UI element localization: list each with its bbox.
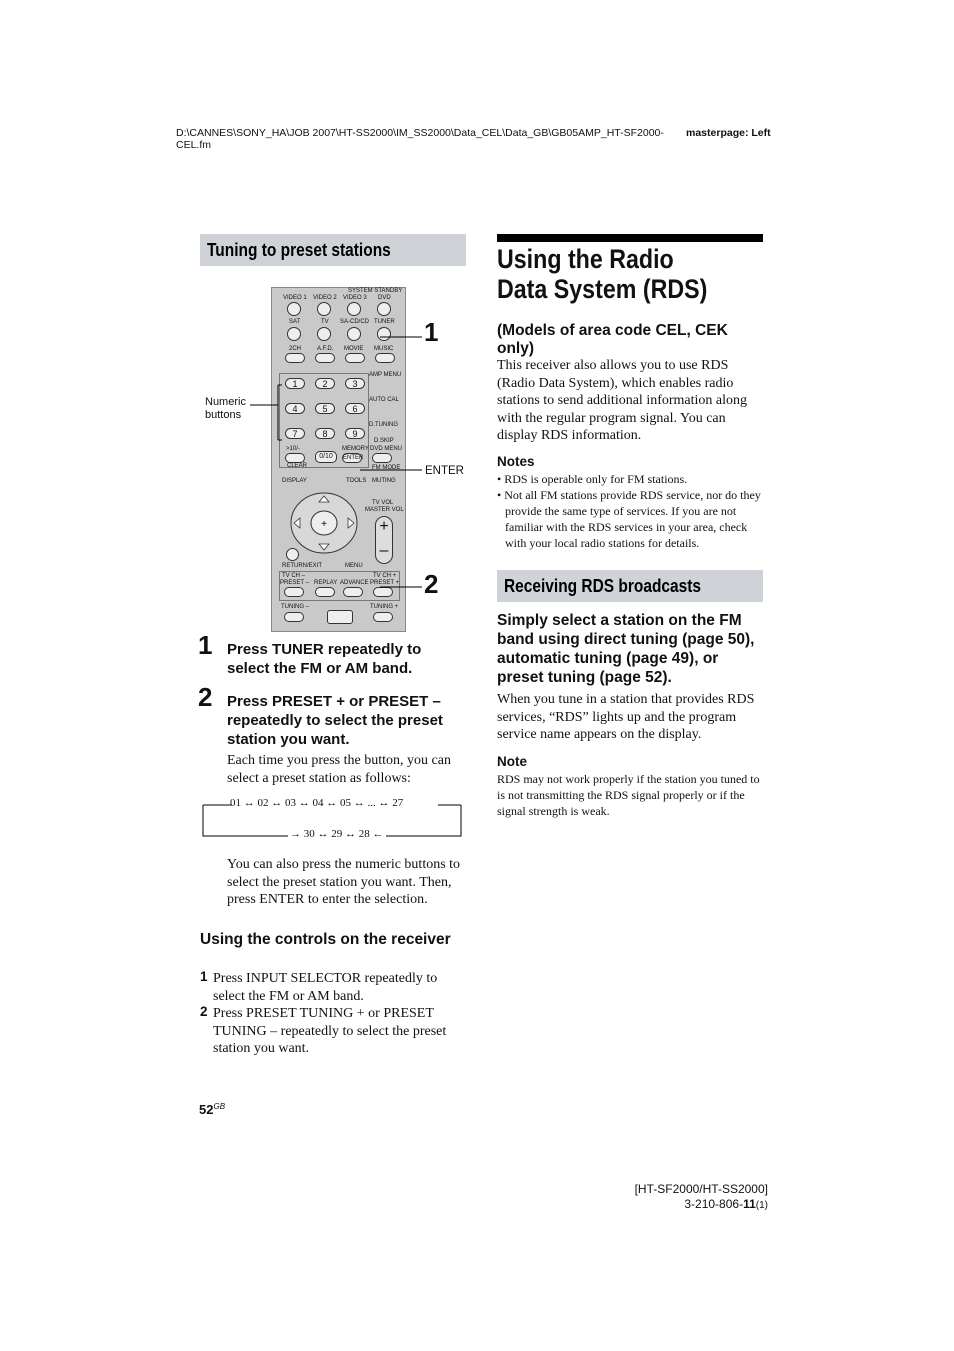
label-d-tuning: D.TUNING xyxy=(369,422,398,428)
num-key-1: 1 xyxy=(285,378,305,389)
label-display: DISPLAY xyxy=(282,478,307,484)
label-auto-cal: AUTO CAL xyxy=(369,397,399,403)
label-movie: MOVIE xyxy=(344,346,364,352)
label-d-skip: D.SKIP xyxy=(374,438,394,444)
controls-step-1-number: 1 xyxy=(200,969,208,984)
label-return-exit: RETURN/EXIT xyxy=(282,563,323,569)
num-key-2: 2 xyxy=(315,378,335,389)
seq-30: 30 xyxy=(303,828,315,840)
seq-arrow-icon: ↔ xyxy=(298,797,310,809)
footer-code-suffix: (1) xyxy=(755,1200,768,1211)
footer-code-bold: 11 xyxy=(743,1197,756,1211)
label-menu: MENU xyxy=(345,563,363,569)
num-key-7: 7 xyxy=(285,428,305,439)
controls-step-1-text: Press INPUT SELECTOR repeatedly to select the FM or AM band. xyxy=(213,971,438,1004)
tuning-plus-button xyxy=(373,612,393,622)
seq-04: 04 xyxy=(312,797,324,809)
zero10-button: 0/10 xyxy=(315,451,337,463)
note-body: RDS may not work properly if the station you tuned to is not transmitting the RDS signal properly or if the signal strength is weak. xyxy=(497,772,760,818)
label-tvch-plus: TV CH + xyxy=(373,573,397,579)
seq-27: 27 xyxy=(392,797,404,809)
num-key-5: 5 xyxy=(315,403,335,414)
preset-sequence-diagram xyxy=(202,796,462,838)
label-advance: ADVANCE xyxy=(340,580,369,586)
callout-numeric-buttons: Numeric buttons xyxy=(205,396,246,421)
receiving-body: When you tune in a station that provides RDS services, “RDS” lights up and the program service name appears on the display. xyxy=(497,692,755,742)
page-number xyxy=(199,1102,225,1117)
callout-step-2: 2 xyxy=(424,569,439,599)
file-path-header: D:\CANNES\SONY_HA\JOB 2007\HT-SS2000\IM_SS2000\Data_CEL\Data_GB\GB05AMP_HT-SF2000-CEL.fm xyxy=(176,127,664,151)
label-replay: REPLAY xyxy=(314,580,338,586)
label-master-vol: MASTER VOL xyxy=(365,507,404,513)
label-video2: VIDEO 2 xyxy=(313,295,337,301)
num-key-6: 6 xyxy=(345,403,365,414)
page-suffix: GB xyxy=(213,1102,226,1111)
num-key-4: 4 xyxy=(285,403,305,414)
callout-step-1: 1 xyxy=(424,317,439,347)
svg-text:+: + xyxy=(321,519,327,530)
seq-arrow-icon: ↔ xyxy=(345,828,356,840)
label-2ch: 2CH xyxy=(289,346,302,352)
step-1-number: 1 xyxy=(198,630,213,660)
label-video3: VIDEO 3 xyxy=(343,295,367,301)
seq-05: 05 xyxy=(340,797,351,809)
label-afd: A.F.D. xyxy=(317,346,334,352)
footer-code xyxy=(560,1197,768,1213)
label-sat: SAT xyxy=(289,319,301,325)
label-tuning-plus: TUNING + xyxy=(370,604,399,610)
label-muting: MUTING xyxy=(372,478,396,484)
note-item: • RDS is operable only for FM stations. xyxy=(497,472,688,486)
page-title: Using the Radio Data System (RDS) xyxy=(497,244,708,304)
seq-03: 03 xyxy=(285,797,296,809)
label-video1: VIDEO 1 xyxy=(283,295,307,301)
seq-ellipsis: ... xyxy=(367,797,376,809)
footer-code-main: 3-210-806- xyxy=(684,1197,744,1211)
step-2-number: 2 xyxy=(198,682,213,712)
seq-29: 29 xyxy=(331,828,343,840)
label-system-standby: SYSTEM STANDBY xyxy=(348,288,403,294)
num-key-8: 8 xyxy=(315,428,335,439)
label-memory: MEMORY xyxy=(342,446,369,452)
label-dvd: DVD xyxy=(378,295,391,301)
masterpage-label: masterpage: Left xyxy=(686,127,771,139)
num-key-3: 3 xyxy=(345,378,365,389)
label-tv-vol: TV VOL xyxy=(372,500,394,506)
label-music: MUSIC xyxy=(374,346,394,352)
label-clear: CLEAR xyxy=(287,463,308,469)
controls-heading: Using the controls on the receiver xyxy=(200,931,451,948)
label-amp-menu: AMP MENU xyxy=(369,372,402,378)
seq-arrow-icon: → xyxy=(290,828,301,840)
seq-01: 01 xyxy=(230,797,241,809)
section-title-tuning: Tuning to preset stations xyxy=(200,234,466,266)
seq-arrow-icon: ↔ xyxy=(326,797,338,809)
label-tuning-minus: TUNING – xyxy=(281,604,310,610)
label-sacdcd: SA-CD/CD xyxy=(340,319,370,325)
title-rule xyxy=(497,234,763,242)
label-tuner: TUNER xyxy=(374,319,395,325)
section-title-receiving: Receiving RDS broadcasts xyxy=(497,570,763,602)
notes-heading: Notes xyxy=(497,454,535,469)
enter-button-small: ENTER xyxy=(343,455,364,461)
numeric-buttons-body: You can also press the numeric buttons to select the preset station you want. Then, press ENTER to enter the selection. xyxy=(227,857,461,907)
seq-arrow-icon: ↔ xyxy=(271,797,283,809)
volume-plus-icon: + xyxy=(379,518,389,535)
rds-intro: This receiver also allows you to use RDS (Radio Data System), which enables radio stations to send additional information along with the regular program signal. You can display RDS information. xyxy=(497,358,748,443)
receiving-heading: Simply select a station on the FM band using direct tuning (page 50), automatic tuning (page 49), or preset tuning (page 52). xyxy=(497,612,755,686)
notes-list xyxy=(497,471,763,551)
footer-model: [HT-SF2000/HT-SS2000] xyxy=(634,1182,768,1196)
seq-arrow-icon: ↔ xyxy=(353,797,365,809)
label-gt10: >10/- xyxy=(286,446,300,452)
label-dvd-menu: DVD MENU xyxy=(370,446,403,452)
models-subtitle: (Models of area code CEL, CEK only) xyxy=(497,322,728,357)
callout-enter: ENTER xyxy=(425,465,464,477)
controls-step-2-text: Press PRESET TUNING + or PRESET TUNING – repeatedly to select the preset station you want. xyxy=(213,1006,447,1056)
note-heading: Note xyxy=(497,754,527,769)
seq-arrow-icon: ↔ xyxy=(317,828,329,840)
seq-arrow-icon: ← xyxy=(372,828,384,840)
sequence-bottom-row xyxy=(288,828,386,840)
label-preset-plus: PRESET + xyxy=(370,580,400,586)
volume-minus-icon: – xyxy=(379,542,389,559)
label-tv: TV xyxy=(321,319,329,325)
seq-02: 02 xyxy=(257,797,269,809)
label-preset-minus: PRESET – xyxy=(280,580,309,586)
label-tvch-minus: TV CH – xyxy=(282,573,306,579)
step-2-body: Each time you press the button, you can select a preset station as follows: xyxy=(227,753,451,786)
sequence-top-row xyxy=(230,797,403,809)
label-fm-mode: FM MODE xyxy=(372,465,401,471)
page-number-value: 52 xyxy=(199,1102,214,1117)
step-1-text: Press TUNER repeatedly to select the FM or AM band. xyxy=(227,641,422,677)
seq-28: 28 xyxy=(358,828,370,840)
play-button xyxy=(327,610,353,624)
seq-arrow-icon: ↔ xyxy=(243,797,255,809)
tuning-minus-button xyxy=(284,612,304,622)
step-2-text: Press PRESET + or PRESET – repeatedly to select the preset station you want. xyxy=(227,693,443,748)
note-item: • Not all FM stations provide RDS service, nor do they provide the same type of services. If you are not familiar with the RDS services in your area, check with your local radio stations for details. xyxy=(497,488,761,550)
label-tools: TOOLS xyxy=(346,478,367,484)
seq-arrow-icon: ↔ xyxy=(378,797,390,809)
controls-step-2-number: 2 xyxy=(200,1004,208,1019)
num-key-9: 9 xyxy=(345,428,365,439)
